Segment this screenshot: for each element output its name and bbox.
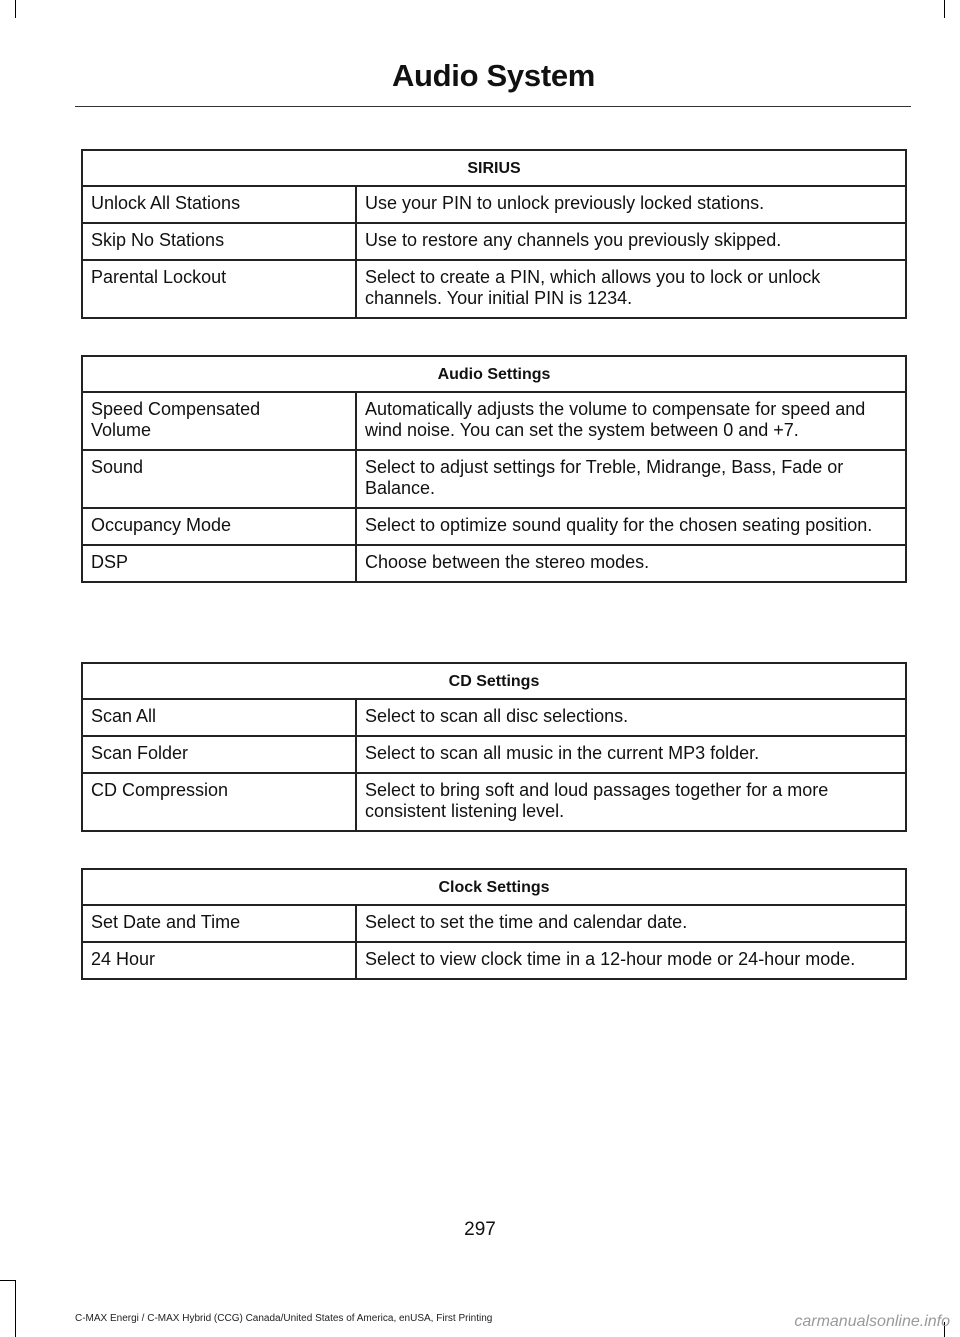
setting-description: Select to view clock time in a 12-hour mode or 24-hour mode. [356,942,906,979]
table-row [82,223,906,260]
table-row [82,942,906,979]
setting-name: Parental Lockout [82,260,356,318]
setting-name: DSP [82,545,356,582]
setting-name: Unlock All Stations [82,186,356,223]
watermark: carmanualsonline.info [794,1313,950,1330]
setting-description: Automatically adjusts the volume to compensate for speed and wind noise. You can set the system between 0 and +7. [356,392,906,450]
setting-description: Choose between the stereo modes. [356,545,906,582]
table-row [82,699,906,736]
setting-description: Select to scan all disc selections. [356,699,906,736]
table-title: SIRIUS [82,150,906,186]
setting-name: Sound [82,450,356,508]
table-row [82,186,906,223]
table-row [82,736,906,773]
setting-description: Select to scan all music in the current MP3 folder. [356,736,906,773]
footer-edition-text: C-MAX Energi / C-MAX Hybrid (CCG) Canada/United States of America, enUSA, First Printing [75,1313,493,1324]
setting-name: Skip No Stations [82,223,356,260]
setting-name: Occupancy Mode [82,508,356,545]
table-row [82,545,906,582]
setting-description: Use to restore any channels you previously skipped. [356,223,906,260]
table-row [82,260,906,318]
table-row [82,508,906,545]
setting-name: Set Date and Time [82,905,356,942]
setting-name: Scan All [82,699,356,736]
setting-description: Select to create a PIN, which allows you to lock or unlock channels. Your initial PIN is 1234. [356,260,906,318]
table-title: CD Settings [82,663,906,699]
setting-description: Use your PIN to unlock previously locked stations. [356,186,906,223]
page-number: 297 [464,1219,496,1240]
clock-settings-table [81,868,907,980]
table-title: Audio Settings [82,356,906,392]
cd-settings-table [81,662,907,832]
header-divider [75,106,911,107]
sirius-table [81,149,907,319]
crop-mark-top-left [15,0,16,18]
setting-description: Select to bring soft and loud passages together for a more consistent listening level. [356,773,906,831]
crop-mark-bottom-left-h [0,1280,16,1281]
setting-name: Scan Folder [82,736,356,773]
setting-description: Select to set the time and calendar date. [356,905,906,942]
audio-settings-table [81,355,907,583]
setting-name: Speed Compensated Volume [82,392,356,450]
setting-description: Select to adjust settings for Treble, Midrange, Bass, Fade or Balance. [356,450,906,508]
crop-mark-bottom-left [15,1280,16,1337]
table-row [82,450,906,508]
crop-mark-top-right [944,0,945,18]
table-title: Clock Settings [82,869,906,905]
setting-name: CD Compression [82,773,356,831]
page-title: Audio System [391,58,596,93]
table-row [82,392,906,450]
setting-name: 24 Hour [82,942,356,979]
setting-description: Select to optimize sound quality for the chosen seating position. [356,508,906,545]
table-row [82,905,906,942]
table-row [82,773,906,831]
